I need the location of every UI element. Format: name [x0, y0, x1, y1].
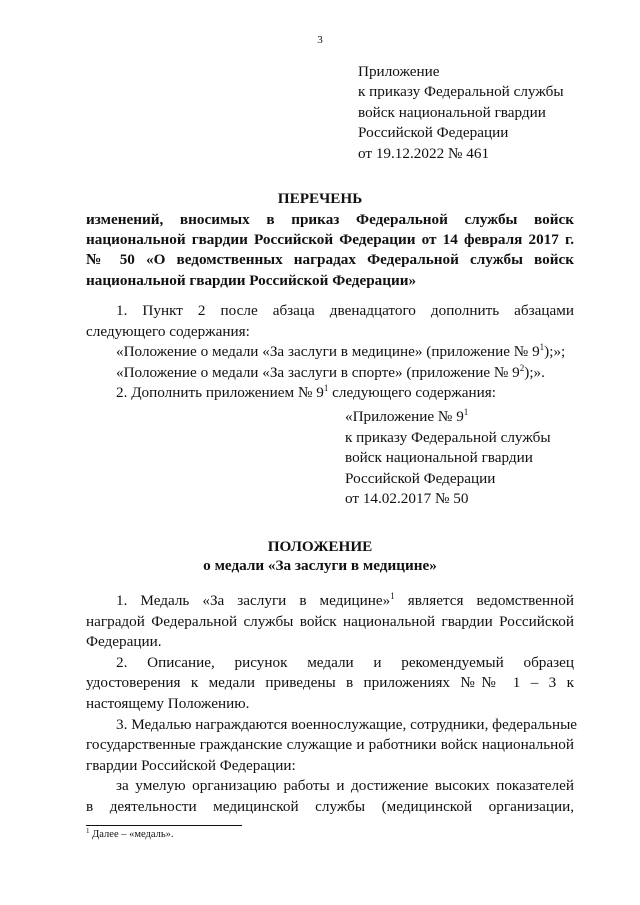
- footnote-ref: 1: [539, 342, 545, 353]
- item-2-text: следующего содержания:: [328, 384, 496, 402]
- appendix-inner-line: от 14.02.2017 № 50: [345, 490, 469, 508]
- footnote: [86, 829, 174, 840]
- change-items: [86, 301, 574, 404]
- appendix-inner-text: «Приложение № 9: [345, 408, 464, 425]
- perechen-subtitle-line: национальной гвардии Российской Федерации от 14 февраля 2017 г.: [86, 231, 574, 249]
- section-3-line: гвардии Российской Федерации:: [86, 756, 296, 774]
- section-2-line: удостоверения к медали приведены в приложениях №№ 1 – 3 к: [86, 674, 574, 692]
- section-1-line: [86, 591, 574, 612]
- quote-line-1: [86, 342, 574, 363]
- section-1-line: наградой Федеральной службы войск национальной гвардии Российской: [86, 612, 574, 630]
- item-2-line: [86, 383, 574, 404]
- quote-text: );»;: [544, 343, 566, 361]
- footnote-ref: 2: [519, 362, 525, 373]
- quote-line-2: [86, 363, 574, 384]
- appendix-header: [358, 62, 564, 164]
- section-2-line: 2. Описание, рисунок медали и рекомендуемый образец: [116, 653, 574, 671]
- section-3-line: 3. Медалью награждаются военнослужащие, сотрудники, федеральные: [116, 715, 578, 733]
- section-4-line: за умелую организацию работы и достижение высоких показателей: [116, 777, 574, 795]
- section-text: 1. Медаль «За заслуги в медицине»: [116, 592, 391, 609]
- appendix-header-line: от 19.12.2022 № 461: [358, 144, 490, 162]
- body-text: [86, 591, 578, 818]
- quote-text: «Положение о медали «За заслуги в спорте» (приложение № 9: [116, 363, 520, 381]
- footnote-text: Далее – «медаль».: [89, 829, 174, 840]
- footnote-ref: 1: [323, 383, 329, 394]
- perechen-subtitle-line: национальной гвардии Российской Федерации»: [86, 271, 417, 289]
- footnote-ref: 1: [390, 591, 395, 601]
- section-3-line: государственные гражданские служащие и работники войск национальной: [86, 736, 574, 754]
- perechen-title: ПЕРЕЧЕНЬ: [277, 190, 363, 207]
- polozhenie-subtitle: о медали «За заслуги в медицине»: [203, 557, 437, 574]
- item-1-line: 1. Пункт 2 после абзаца двенадцатого дополнить абзацами: [116, 302, 574, 319]
- footnote-divider: [86, 825, 242, 826]
- appendix-header-line: Российской Федерации: [358, 124, 509, 142]
- section-2-line: настоящему Положению.: [86, 694, 250, 712]
- appendix-inner-line: [345, 407, 551, 428]
- item-2-text: 2. Дополнить приложением № 9: [116, 384, 324, 402]
- appendix-inner-line: войск национальной гвардии: [345, 449, 533, 467]
- appendix-header-line: к приказу Федеральной службы: [358, 83, 564, 101]
- appendix-inner-line: к приказу Федеральной службы: [345, 428, 551, 446]
- page-number: 3: [317, 34, 323, 46]
- item-1-line: следующего содержания:: [86, 322, 250, 340]
- section-1-line: Федерации.: [86, 633, 162, 651]
- polozhenie-title: ПОЛОЖЕНИЕ: [267, 538, 373, 555]
- perechen-subtitle: [86, 210, 574, 291]
- appendix-header-line: Приложение: [358, 63, 440, 80]
- quote-text: );».: [524, 363, 545, 381]
- appendix-superscript: 1: [463, 407, 469, 417]
- appendix-inner-line: Российской Федерации: [345, 469, 496, 487]
- perechen-subtitle-line: изменений, вносимых в приказ Федеральной службы войск: [86, 211, 574, 228]
- section-text: является ведомственной: [394, 592, 574, 609]
- footnote-number: 1: [86, 827, 90, 835]
- quote-text: «Положение о медали «За заслуги в медицине» (приложение № 9: [116, 343, 540, 361]
- appendix-inner: [345, 407, 551, 510]
- section-4-line: в деятельности медицинской службы (медицинской организации,: [86, 797, 574, 815]
- perechen-subtitle-line: № 50 «О ведомственных наградах Федеральной службы войск: [86, 251, 574, 269]
- appendix-header-line: войск национальной гвардии: [358, 103, 546, 121]
